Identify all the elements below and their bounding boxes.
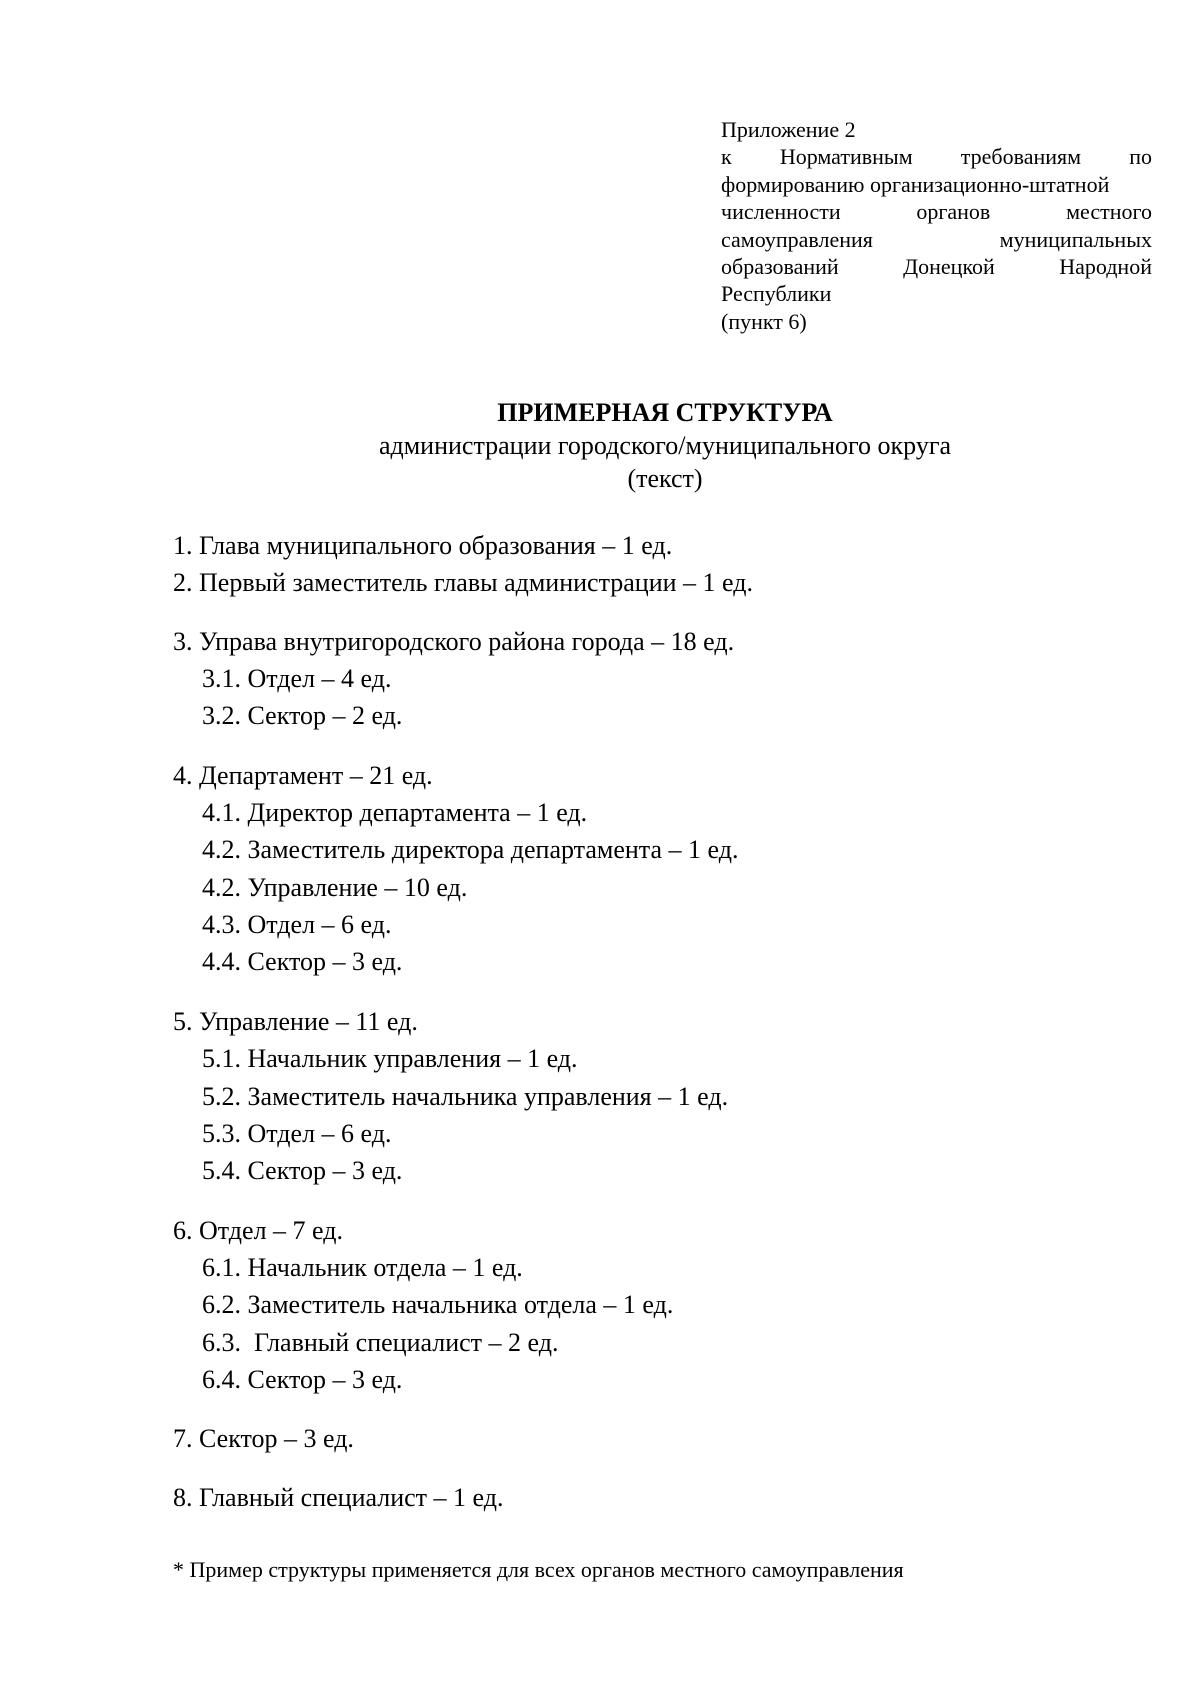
annex-word: по: [1129, 144, 1152, 170]
annex-word: Народной: [1059, 254, 1152, 280]
list-item: 3.2. Сектор – 2 ед.: [202, 701, 403, 730]
list-item: 5.4. Сектор – 3 ед.: [202, 1156, 403, 1185]
annex-word: местного: [1066, 199, 1152, 225]
list-item: 3. Управа внутригородского района города – 18 ед.: [173, 627, 735, 656]
list-item: 6. Отдел – 7 ед.: [173, 1216, 343, 1245]
footnote: * Пример структуры применяется для всех органов местного самоуправления: [173, 1557, 904, 1582]
list-item: 4.4. Сектор – 3 ед.: [202, 947, 403, 976]
document-title-block: [0, 396, 1200, 495]
annex-line-5: [721, 226, 1152, 253]
list-item: 4.2. Заместитель директора департамента – 1 ед.: [202, 835, 739, 864]
annex-word: образований: [721, 254, 839, 280]
list-item: 5.3. Отдел – 6 ед.: [202, 1119, 392, 1148]
annex-line-6: [721, 253, 1152, 280]
list-item: 5. Управление – 11 ед.: [173, 1007, 418, 1036]
list-item: 8. Главный специалист – 1 ед.: [173, 1483, 504, 1512]
annex-line-8: (пункт 6): [721, 308, 807, 334]
annex-word: Донецкой: [903, 254, 995, 280]
list-item: 2. Первый заместитель главы администрации – 1 ед.: [173, 568, 753, 597]
annex-line-4: [721, 198, 1152, 225]
document-subtitle: администрации городского/муниципального округа: [378, 431, 952, 460]
list-item: 6.1. Начальник отдела – 1 ед.: [202, 1253, 523, 1282]
list-item: 4.2. Управление – 10 ед.: [202, 873, 468, 902]
document-title: ПРИМЕРНАЯ СТРУКТУРА: [497, 398, 833, 427]
annex-word: требованиям: [960, 144, 1082, 170]
list-item: 3.1. Отдел – 4 ед.: [202, 664, 392, 693]
annex-header: [721, 116, 1152, 335]
document-title-note: (текст): [627, 464, 703, 493]
list-item: 6.3. Главный специалист – 2 ед.: [202, 1328, 559, 1357]
list-item: 5.1. Начальник управления – 1 ед.: [202, 1044, 578, 1073]
list-item: 4.3. Отдел – 6 ед.: [202, 910, 392, 939]
annex-line-3: формированию организационно-штатной: [721, 171, 1110, 197]
list-item: 5.2. Заместитель начальника управления – 1 ед.: [202, 1082, 729, 1111]
list-item: 6.2. Заместитель начальника отдела – 1 ед.: [202, 1290, 674, 1319]
list-item: 6.4. Сектор – 3 ед.: [202, 1365, 403, 1394]
annex-line-2: [721, 143, 1152, 170]
list-item: 1. Глава муниципального образования – 1 ед.: [173, 531, 673, 560]
annex-line-1: Приложение 2: [721, 117, 856, 142]
annex-word: муниципальных: [999, 226, 1152, 252]
list-item: 4.1. Директор департамента – 1 ед.: [202, 798, 588, 827]
annex-word: Нормативным: [779, 144, 913, 170]
annex-word: самоуправления: [721, 226, 873, 252]
annex-word: органов: [916, 199, 991, 225]
list-item: 4. Департамент – 21 ед.: [173, 761, 433, 790]
annex-word: численности: [721, 199, 841, 225]
annex-word: к: [721, 144, 732, 170]
annex-line-7: Республики: [721, 281, 832, 307]
list-item: 7. Сектор – 3 ед.: [173, 1424, 354, 1453]
